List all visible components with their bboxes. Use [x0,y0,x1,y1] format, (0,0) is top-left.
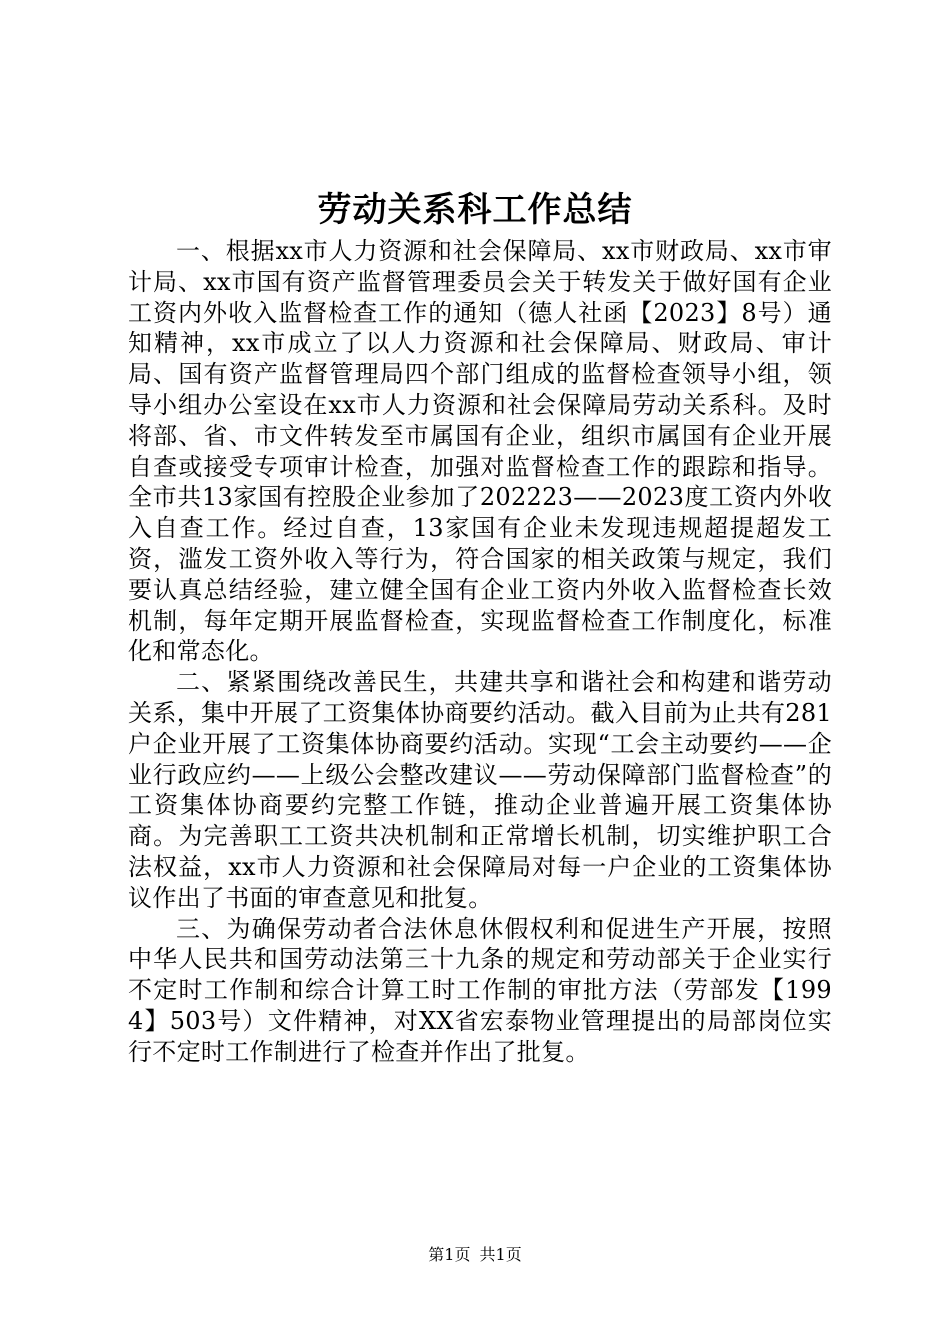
page-footer [0,1244,950,1266]
paragraph-3: 三、为确保劳动者合法休息休假权利和促进生产开展，按照中华人民共和国劳动法第三十九条的规定和劳动部关于企业实行不定时工作制和综合计算工时工作制的审批方法（劳部发【1994】503号）文件精神，对XX省宏泰物业管理提出的局部岗位实行不定时工作制进行了检查并作出了批复。 [128,914,832,1066]
page-number-total: 共1页 [479,1245,522,1264]
paragraph-1: 一、根据xx市人力资源和社会保障局、xx市财政局、xx市审计局、xx市国有资产监督管理委员会关于转发关于做好国有企业工资内外收入监督检查工作的通知（德人社函【2023】8号）通知精神，xx市成立了以人力资源和社会保障局、财政局、审计局、国有资产监督管理局四个部门组成的监督检查领导小组，领导小组办公室设在xx市人力资源和社会保障局劳动关系科。及时将部、省、市文件转发至市属国有企业，组织市属国有企业开展自查或接受专项审计检查，加强对监督检查工作的跟踪和指导。全市共13家国有控股企业参加了202223——2023度工资内外收入自查工作。经过自查，13家国有企业未发现违规超提超发工资，滥发工资外收入等行为，符合国家的相关政策与规定，我们要认真总结经验，建立健全国有企业工资内外收入监督检查长效机制，每年定期开展监督检查，实现监督检查工作制度化，标准化和常态化。 [128,237,832,666]
document-title: 劳动关系科工作总结 [317,190,633,230]
page-number-current: 第1页 [428,1245,471,1264]
document-body [128,236,832,1068]
paragraph-2: 二、紧紧围绕改善民生，共建共享和谐社会和构建和谐劳动关系，集中开展了工资集体协商要约活动。截入目前为止共有281户企业开展了工资集体协商要约活动。实现“工会主动要约——企业行政应约——上级公会整改建议——劳动保障部门监督检查”的工资集体协商要约完整工作链，推动企业普遍开展工资集体协商。为完善职工工资共决机制和正常增长机制，切实维护职工合法权益，xx市人力资源和社会保障局对每一户企业的工资集体协议作出了书面的审查意见和批复。 [128,668,832,912]
